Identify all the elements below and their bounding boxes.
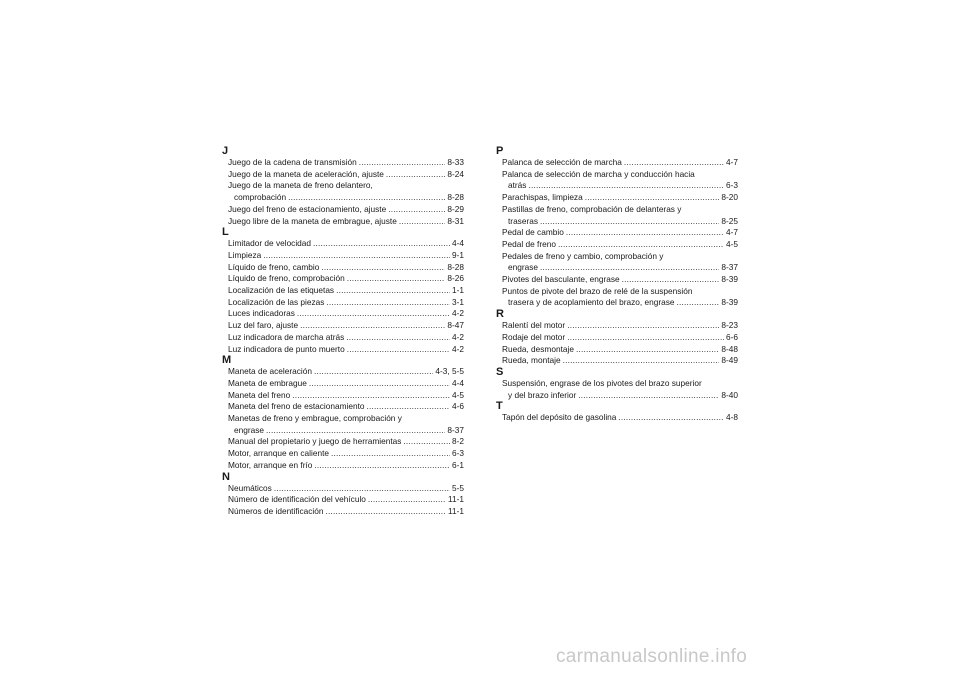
index-entry-text: Parachispas, limpieza xyxy=(502,192,583,203)
page-number: 9-1 xyxy=(452,249,464,260)
index-entry xyxy=(222,180,464,203)
index-entry-text: Motor, arranque en frío xyxy=(228,459,313,470)
index-entry-text: Número de identificación del vehículo xyxy=(228,494,366,505)
leader-dots xyxy=(292,390,450,402)
page-number: 8-20 xyxy=(721,192,738,203)
index-entry xyxy=(496,192,738,204)
section-letter: J xyxy=(222,145,229,157)
leader-dots xyxy=(585,192,720,204)
page-number: 8-31 xyxy=(447,215,464,226)
page-number: 4-7 xyxy=(726,227,738,238)
index-entry-line xyxy=(228,413,464,425)
leader-dots xyxy=(313,238,450,250)
leader-dots xyxy=(566,227,724,239)
leader-dots xyxy=(540,262,719,274)
index-entry xyxy=(222,273,464,285)
index-entry-line xyxy=(228,332,464,344)
index-entry xyxy=(222,413,464,436)
section-letter: L xyxy=(222,226,229,239)
leader-dots xyxy=(567,320,719,332)
index-entry-text: Líquido de freno, comprobación xyxy=(228,273,345,284)
page-number: 6-3 xyxy=(726,180,738,191)
index-entry-text: engrase xyxy=(508,262,538,273)
index-entry-line xyxy=(228,401,464,413)
index-entry-line xyxy=(228,366,464,378)
index-entry-text: Localización de las etiquetas xyxy=(228,285,335,296)
index-entry-text: Limpieza xyxy=(228,249,262,260)
leader-dots xyxy=(567,332,724,344)
index-entry xyxy=(496,157,738,169)
page-number: 8-26 xyxy=(447,273,464,284)
index-entry-line xyxy=(228,297,464,309)
index-entry-line xyxy=(502,378,738,390)
index-entry-text: Rueda, desmontaje xyxy=(502,343,574,354)
index-entry-text: Palanca de selección de marcha xyxy=(502,157,622,167)
index-entry-line xyxy=(228,157,464,169)
index-entry-line xyxy=(228,192,464,204)
leader-dots xyxy=(359,157,446,169)
index-entry-text: Pedales de freno y cambio, comprobación y xyxy=(502,250,664,261)
leader-dots xyxy=(624,157,724,169)
leader-dots xyxy=(274,483,450,495)
leader-dots xyxy=(622,274,720,286)
leader-dots xyxy=(300,320,445,332)
index-entry xyxy=(222,238,464,250)
index-entry xyxy=(222,483,464,495)
leader-dots xyxy=(347,344,450,356)
index-entry-line xyxy=(502,390,738,402)
page-number: 4-2 xyxy=(452,308,464,319)
index-entry-line xyxy=(228,308,464,320)
page-number: 8-39 xyxy=(721,297,738,308)
index-entry xyxy=(222,366,464,378)
index-entry-line xyxy=(228,506,464,518)
index-entry-text: Maneta de aceleración xyxy=(228,366,312,377)
index-entry-text: Ralentí del motor xyxy=(502,320,566,331)
leader-dots xyxy=(263,250,450,262)
watermark: carmanualsonline.info xyxy=(556,646,748,667)
index-entry xyxy=(496,239,738,251)
page-number: 11-1 xyxy=(448,494,464,505)
page-number: 8-29 xyxy=(447,203,464,214)
page-number: 8-37 xyxy=(721,262,738,273)
index-entry-text: Luz indicadora de punto muerto xyxy=(228,343,345,354)
leader-dots xyxy=(558,239,724,251)
index-entry-line xyxy=(228,494,464,506)
index-entry-line xyxy=(502,216,738,228)
page-number: 6-6 xyxy=(726,331,738,342)
index-entry-line xyxy=(228,460,464,472)
index-entry-text: Pedal de cambio xyxy=(502,227,564,238)
page-number: 4-4 xyxy=(452,377,464,388)
leader-dots xyxy=(288,192,445,204)
index-entry-line xyxy=(228,344,464,356)
index-entry-text: Números de identificación xyxy=(228,505,324,516)
index-entry-line xyxy=(502,251,738,263)
page-number: 8-39 xyxy=(721,274,738,285)
index-entry-text: trasera y de acoplamiento del brazo, engrase xyxy=(508,297,675,308)
index-entry xyxy=(222,204,464,216)
index-entry-text: Juego de la maneta de aceleración, ajuste xyxy=(228,168,384,179)
leader-dots xyxy=(368,494,446,506)
index-entry xyxy=(222,460,464,472)
index-entry-text: Neumáticos xyxy=(228,482,272,493)
page-number: 1-1 xyxy=(452,285,464,296)
index-entry xyxy=(496,355,738,367)
index-entry-text: Juego del freno de estacionamiento, ajuste xyxy=(228,203,387,214)
index-entry-text: Manetas de freno y embrague, comprobación y xyxy=(228,413,402,424)
leader-dots xyxy=(540,216,719,228)
index-entry-text: Pivotes del basculante, engrase xyxy=(502,274,620,285)
index-entry-line xyxy=(502,192,738,204)
section-letter: P xyxy=(496,145,504,157)
index-entry-line xyxy=(502,344,738,356)
index-entry-line xyxy=(502,412,738,424)
index-entry-text: y del brazo inferior xyxy=(508,389,577,400)
index-entry xyxy=(222,250,464,262)
page-number: 4-2 xyxy=(452,343,464,354)
page-number: 8-24 xyxy=(447,168,464,179)
index-entry-line xyxy=(502,180,738,192)
index-entry xyxy=(496,332,738,344)
index-entry-line xyxy=(502,274,738,286)
index-entry-text: Maneta de embrague xyxy=(228,377,307,388)
page-number: 8-40 xyxy=(721,389,738,400)
index-entry-text: Rueda, montaje xyxy=(502,355,561,366)
index-entry-line xyxy=(502,286,738,298)
index-entry-line xyxy=(502,227,738,239)
leader-dots xyxy=(309,378,450,390)
section-letter: S xyxy=(496,365,504,378)
index-entry xyxy=(222,344,464,356)
index-entry-text: Manual del propietario y juego de herramientas xyxy=(228,436,402,447)
index-entry-line xyxy=(502,239,738,251)
index-column-left xyxy=(222,146,464,518)
index-entry-line xyxy=(228,436,464,448)
page-number: 8-28 xyxy=(447,261,464,272)
index-entry-text: Juego libre de la maneta de embrague, ajuste xyxy=(228,215,397,226)
leader-dots xyxy=(399,216,446,228)
index-column-right xyxy=(496,146,738,424)
index-entry-text: Limitador de velocidad xyxy=(228,238,312,249)
index-entry xyxy=(222,390,464,402)
page-number: 4-6 xyxy=(452,401,464,412)
leader-dots xyxy=(314,460,450,472)
index-entry xyxy=(496,286,738,309)
leader-dots xyxy=(266,425,445,437)
index-entry-line xyxy=(502,332,738,344)
index-entry xyxy=(496,412,738,424)
index-entry-text: Luz del faro, ajuste xyxy=(228,320,299,331)
index-entry-text: Motor, arranque en caliente xyxy=(228,448,330,459)
section-letter: T xyxy=(496,400,503,413)
index-entry xyxy=(222,169,464,181)
index-entry-line xyxy=(228,262,464,274)
leader-dots xyxy=(388,204,445,216)
index-entry xyxy=(496,274,738,286)
index-entry-line xyxy=(228,216,464,228)
index-entry-line xyxy=(502,262,738,274)
section-letter: R xyxy=(496,308,504,321)
index-entry xyxy=(496,251,738,274)
index-entry-line xyxy=(228,378,464,390)
page-number: 3-1 xyxy=(452,296,464,307)
page-number: 8-49 xyxy=(721,355,738,366)
index-entry xyxy=(222,262,464,274)
page-number: 11-1 xyxy=(448,505,464,516)
page-number: 4-4 xyxy=(452,238,464,249)
leader-dots xyxy=(347,273,446,285)
index-entry xyxy=(222,332,464,344)
index-entry xyxy=(222,285,464,297)
page-number: 8-23 xyxy=(721,320,738,331)
page-number: 8-48 xyxy=(721,343,738,354)
index-entry xyxy=(496,320,738,332)
index-entry-text: Líquido de freno, cambio xyxy=(228,261,320,272)
page-number: 6-1 xyxy=(452,459,464,470)
leader-dots xyxy=(325,506,446,518)
page-number: 8-47 xyxy=(447,320,464,331)
index-entry-line xyxy=(228,238,464,250)
leader-dots xyxy=(367,401,450,413)
index-entry-line xyxy=(502,297,738,309)
index-entry-text: Palanca de selección de marcha y conducción hacia xyxy=(502,168,695,179)
index-entry-text: Puntos de pivote del brazo de relé de la suspensión xyxy=(502,285,693,296)
leader-dots xyxy=(576,344,719,356)
page-number: 4-5 xyxy=(452,389,464,400)
index-entry-line xyxy=(228,425,464,437)
index-entry xyxy=(222,216,464,228)
leader-dots xyxy=(618,412,724,424)
page-number: 8-25 xyxy=(721,215,738,226)
index-entry-text: Maneta del freno de estacionamiento xyxy=(228,401,365,412)
index-entry-text: Suspensión, engrase de los pivotes del brazo superior xyxy=(502,377,702,388)
leader-dots xyxy=(677,297,720,309)
section-letter: M xyxy=(222,354,232,367)
index-entry xyxy=(222,308,464,320)
leader-dots xyxy=(326,297,450,309)
index-entry-text: traseras xyxy=(508,215,538,226)
leader-dots xyxy=(346,332,450,344)
index-entry-text: atrás xyxy=(508,180,527,191)
leader-dots xyxy=(314,366,433,378)
leader-dots xyxy=(578,390,719,402)
index-entry-text: comprobación xyxy=(234,192,287,203)
index-entry-line xyxy=(228,250,464,262)
leader-dots xyxy=(403,436,450,448)
page-number: 8-33 xyxy=(447,157,464,167)
index-entry xyxy=(222,378,464,390)
index-entry-text: Pastillas de freno, comprobación de delanteras y xyxy=(502,203,682,214)
leader-dots xyxy=(336,285,450,297)
index-entry-text: Tapón del depósito de gasolina xyxy=(502,412,617,423)
index-entry-line xyxy=(228,204,464,216)
page-number: 4-3, 5-5 xyxy=(435,366,464,377)
index-entry-text: Rodaje del motor xyxy=(502,331,566,342)
index-entry-line xyxy=(228,390,464,402)
page-number: 4-2 xyxy=(452,331,464,342)
index-entry xyxy=(222,297,464,309)
index-entry-text: Luces indicadoras xyxy=(228,308,295,319)
page-number: 8-2 xyxy=(452,436,464,447)
index-entry-line xyxy=(228,180,464,192)
index-entry-text: Pedal de freno xyxy=(502,238,556,249)
section-letter: N xyxy=(222,470,230,483)
index-entry-line xyxy=(228,320,464,332)
index-entry xyxy=(496,204,738,227)
index-entry xyxy=(496,378,738,401)
index-entry-line xyxy=(502,169,738,181)
index-entry xyxy=(222,401,464,413)
index-entry-line xyxy=(228,285,464,297)
leader-dots xyxy=(528,180,724,192)
index-entry-text: Juego de la cadena de transmisión xyxy=(228,157,357,167)
index-entry-line xyxy=(228,483,464,495)
index-entry xyxy=(496,169,738,192)
page-number: 8-37 xyxy=(447,424,464,435)
index-entry-line xyxy=(228,273,464,285)
index-entry xyxy=(222,157,464,169)
index-entry-line xyxy=(502,204,738,216)
page-number: 4-5 xyxy=(726,238,738,249)
index-entry xyxy=(222,320,464,332)
index-entry-text: Luz indicadora de marcha atrás xyxy=(228,331,345,342)
leader-dots xyxy=(321,262,445,274)
leader-dots xyxy=(331,448,450,460)
leader-dots xyxy=(386,169,445,181)
index-entry-line xyxy=(502,320,738,332)
index-entry-line xyxy=(228,448,464,460)
leader-dots xyxy=(563,355,720,367)
page-number: 5-5 xyxy=(452,482,464,493)
page-number: 8-28 xyxy=(447,192,464,203)
index-entry-text: engrase xyxy=(234,424,264,435)
index-entry-text: Maneta del freno xyxy=(228,389,291,400)
index-entry-line xyxy=(502,157,738,169)
index-entry xyxy=(222,448,464,460)
index-entry xyxy=(222,506,464,518)
index-entry-line xyxy=(502,355,738,367)
page-number: 4-7 xyxy=(726,157,738,167)
index-entry xyxy=(222,436,464,448)
index-entry xyxy=(496,227,738,239)
index-entry-text: Localización de las piezas xyxy=(228,296,325,307)
index-entry-text: Juego de la maneta de freno delantero, xyxy=(228,180,373,191)
leader-dots xyxy=(297,308,450,320)
index-entry-line xyxy=(228,169,464,181)
page-number: 6-3 xyxy=(452,448,464,459)
index-entry xyxy=(496,344,738,356)
index-entry xyxy=(222,494,464,506)
page-number: 4-8 xyxy=(726,412,738,423)
